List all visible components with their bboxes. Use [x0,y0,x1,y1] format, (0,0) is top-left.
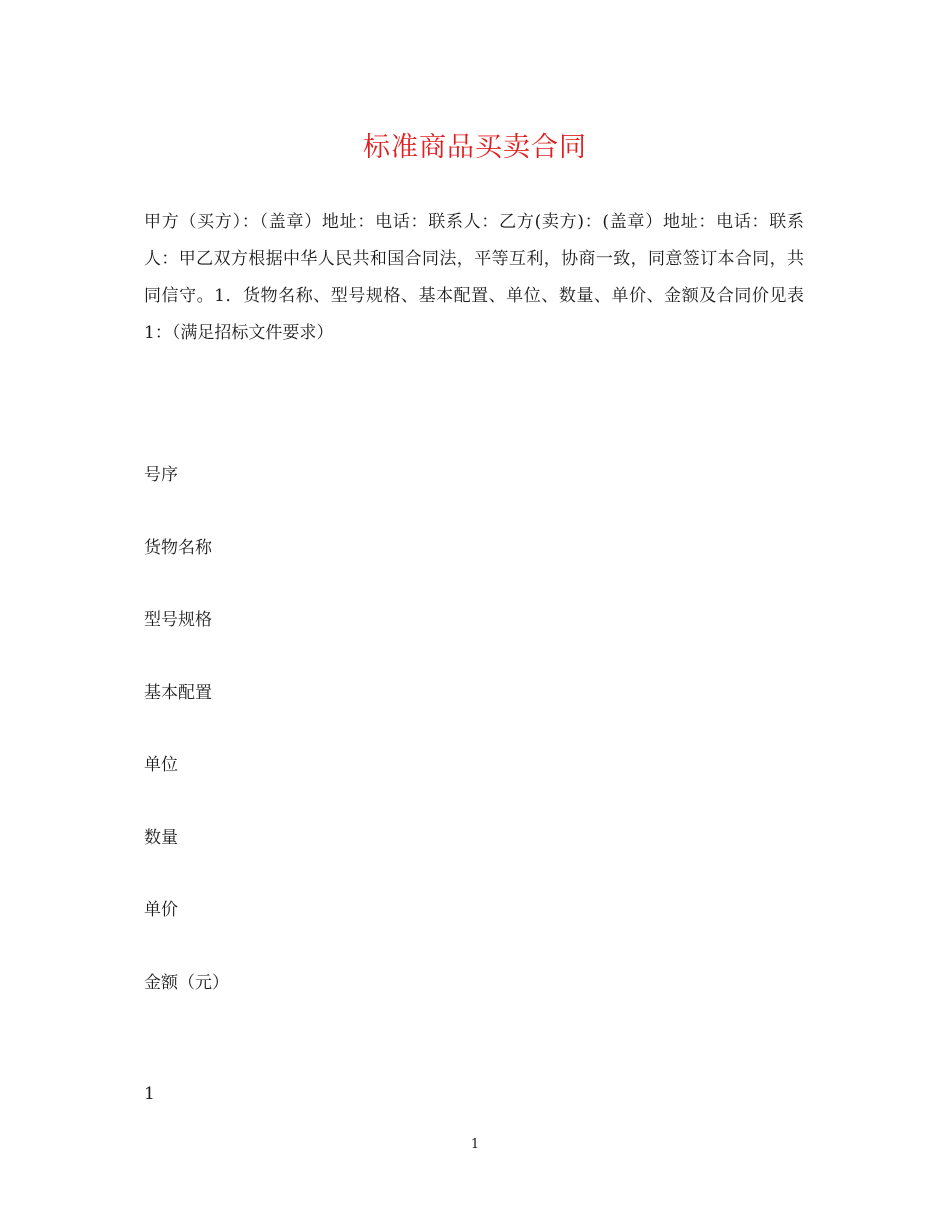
table-header-index: 号序 [144,465,178,485]
table-row-index: 1 [144,1084,155,1104]
document-title: 标准商品买卖合同 [363,132,587,163]
table-header-unit: 单位 [144,755,178,775]
table-header-model-spec: 型号规格 [144,610,212,630]
table-header-basic-config: 基本配置 [144,683,212,703]
table-header-quantity: 数量 [144,828,178,848]
table-header-amount: 金额（元） [144,973,229,993]
contract-intro-paragraph: 甲方（买方）：（盖章）地址：电话：联系人：乙方(卖方)：(盖章）地址：电话：联系人：甲乙双方根据中华人民共和国合同法，平等互利，协商一致，同意签订本合同，共同信守。1．货物名称、型号规格、基本配置、单位、数量、单价、金额及合同价见表1：（满足招标文件要求） [144,212,804,343]
table-header-goods-name: 货物名称 [144,538,212,558]
table-header-unit-price: 单价 [144,900,178,920]
page-number: 1 [470,1137,480,1152]
